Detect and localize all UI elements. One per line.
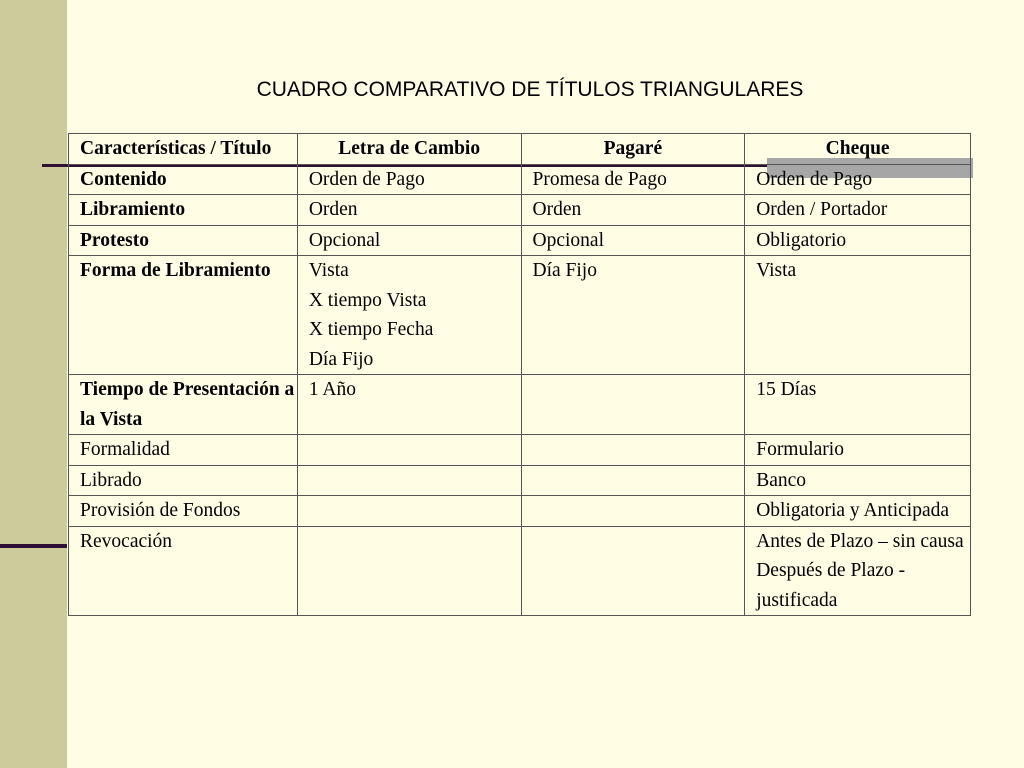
cell-letra xyxy=(297,375,521,435)
comparison-table xyxy=(68,133,971,616)
cell-text: 15 Días xyxy=(756,379,817,400)
cell-letra xyxy=(297,465,521,496)
cell-text: Orden xyxy=(532,199,582,220)
table-row xyxy=(69,435,971,466)
row-label: Provisión de Fondos xyxy=(69,496,298,527)
cell-text: Orden / Portador xyxy=(756,199,888,220)
cell-text: Obligatorio xyxy=(756,229,847,251)
cell-pagare xyxy=(521,465,745,496)
slide-title: CUADRO COMPARATIVO DE TÍTULOS TRIANGULARES xyxy=(256,78,804,101)
header-letra-de-cambio: Letra de Cambio xyxy=(297,134,521,165)
cell-text: X tiempo Vista xyxy=(308,289,427,311)
table-row xyxy=(69,164,971,195)
table-row xyxy=(69,465,971,496)
cell-cheque xyxy=(745,526,971,616)
header-pagare: Pagaré xyxy=(521,134,745,165)
cell-text: Vista xyxy=(756,260,797,281)
row-label: Revocación xyxy=(69,526,298,616)
table-row xyxy=(69,375,971,435)
cell-pagare xyxy=(521,435,745,466)
cell-cheque xyxy=(745,195,971,226)
cell-text: Antes de Plazo – sin causa xyxy=(756,530,964,552)
row-label: Tiempo de Presentación a la Vista xyxy=(69,375,298,435)
row-label: Forma de Libramiento xyxy=(69,256,298,375)
table-header-row xyxy=(69,134,971,165)
cell-text: Orden de Pago xyxy=(308,168,425,190)
cell-letra xyxy=(297,195,521,226)
header-cheque: Cheque xyxy=(745,134,971,165)
cell-text: Orden de Pago xyxy=(756,168,873,190)
cell-pagare xyxy=(521,496,745,527)
cell-cheque xyxy=(745,256,971,375)
table-row xyxy=(69,256,971,375)
cell-cheque xyxy=(745,496,971,527)
cell-text: X tiempo Fecha xyxy=(308,319,434,340)
cell-text: Promesa de Pago xyxy=(532,168,667,190)
row-label: Libramiento xyxy=(69,195,298,226)
cell-cheque xyxy=(745,435,971,466)
cell-letra xyxy=(297,164,521,195)
cell-cheque xyxy=(745,225,971,256)
table-row xyxy=(69,195,971,226)
cell-cheque xyxy=(745,164,971,195)
cell-pagare xyxy=(521,526,745,616)
side-divider-line xyxy=(0,544,67,548)
cell-pagare xyxy=(521,225,745,256)
cell-pagare xyxy=(521,195,745,226)
cell-text: Obligatoria y Anticipada xyxy=(756,500,950,521)
row-label: Formalidad xyxy=(69,435,298,466)
cell-pagare xyxy=(521,375,745,435)
cell-letra xyxy=(297,256,521,375)
table-body xyxy=(69,164,971,616)
table-row xyxy=(69,225,971,256)
cell-pagare xyxy=(521,164,745,195)
cell-text: Vista xyxy=(308,260,349,281)
cell-text: Banco xyxy=(756,469,807,491)
table-row xyxy=(69,496,971,527)
cell-text: Formulario xyxy=(756,439,844,460)
cell-text: Después de Plazo - justificada xyxy=(756,560,906,611)
row-label: Protesto xyxy=(69,225,298,256)
cell-text: 1 Año xyxy=(308,379,356,400)
cell-cheque xyxy=(745,465,971,496)
left-decorative-strip xyxy=(0,0,67,768)
cell-letra xyxy=(297,225,521,256)
cell-cheque xyxy=(745,375,971,435)
cell-letra xyxy=(297,435,521,466)
cell-text: Día Fijo xyxy=(308,348,374,370)
cell-text: Día Fijo xyxy=(532,260,597,281)
table-row xyxy=(69,526,971,616)
cell-letra xyxy=(297,526,521,616)
cell-letra xyxy=(297,496,521,527)
cell-text: Opcional xyxy=(532,229,604,251)
cell-text: Orden xyxy=(308,199,358,220)
row-label: Librado xyxy=(69,465,298,496)
header-caracteristicas: Características / Título xyxy=(69,134,298,165)
cell-text: Opcional xyxy=(308,229,381,251)
cell-pagare xyxy=(521,256,745,375)
row-label: Contenido xyxy=(69,164,298,195)
